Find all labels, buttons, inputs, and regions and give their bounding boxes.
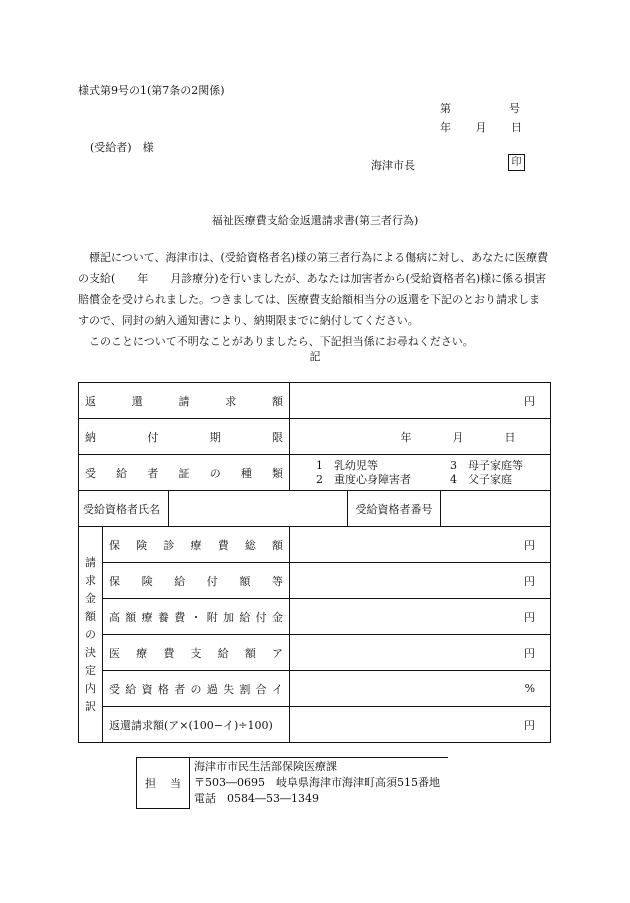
- form-id: 様式第9号の1(第7条の2関係): [78, 84, 225, 97]
- contact-department: 海津市市民生活部保険医療課: [194, 760, 337, 773]
- contact-box: [136, 757, 448, 809]
- breakdown-row-3: [79, 599, 551, 635]
- claim-table: [78, 382, 551, 743]
- cert-option-2[interactable]: 2 重度心身障害者: [316, 472, 412, 486]
- breakdown-row-6: [79, 707, 551, 743]
- cert-type-options: [290, 455, 551, 491]
- breakdown-row-4: [79, 635, 551, 671]
- cert-type-label: 受 給 者 証 の 種 類: [85, 466, 284, 480]
- mayor: 海津市長: [371, 159, 415, 172]
- deadline-row: [79, 419, 551, 455]
- refund-amount-row: [79, 383, 551, 419]
- ki-heading: 記: [309, 350, 321, 363]
- name-field[interactable]: [169, 491, 348, 527]
- deadline-field[interactable]: 年 月 日: [290, 419, 551, 455]
- go-label: 号: [509, 102, 520, 115]
- name-label: 受給資格者氏名: [79, 491, 169, 527]
- formula-label: 返還請求額(ア×(100−イ)÷100): [103, 707, 290, 743]
- recipient: (受給者) 様: [90, 141, 154, 154]
- document-number: [440, 100, 520, 116]
- contact-info: [190, 758, 449, 809]
- contact-address: 〒503―0695 岐阜県海津市海津町高須515番地: [194, 776, 440, 789]
- issue-date: [440, 119, 522, 135]
- medical-payment-label: 医 療 費 支 給 額 ア: [109, 646, 284, 660]
- dai-label: 第: [440, 102, 451, 115]
- fault-ratio-label: 受 給 資 格 者 の 過 失 割 合 イ: [109, 682, 283, 696]
- breakdown-row-5: [79, 671, 551, 707]
- insurance-total-field[interactable]: 円: [290, 527, 551, 563]
- number-field[interactable]: [441, 491, 551, 527]
- number-label: 受給資格者番号: [348, 491, 441, 527]
- insurance-benefit-field[interactable]: 円: [290, 563, 551, 599]
- deadline-label: 納 付 期 限: [85, 430, 284, 444]
- cert-option-4[interactable]: 4 父子家庭: [450, 472, 513, 486]
- cert-type-row: [79, 455, 551, 491]
- seal-stamp: 印: [508, 154, 525, 171]
- high-cost-label: 高 額 療 養 費 ・ 附 加 給 付 金: [109, 610, 283, 624]
- year-label: 年: [440, 121, 451, 134]
- insurance-benefit-label: 保 険 給 付 額 等: [109, 574, 283, 588]
- body-text: [78, 247, 550, 352]
- contact-phone: 電話 0584―53―1349: [194, 792, 319, 805]
- refund-amount-field[interactable]: 円: [290, 383, 551, 419]
- breakdown-row-1: [79, 527, 551, 563]
- body-paragraph-2: このことについて不明なことがありましたら、下記担当係にお尋ねください。: [89, 335, 474, 348]
- formula-field[interactable]: 円: [290, 707, 551, 743]
- breakdown-label: 請 求 金 額 の 決 定 内 訳: [79, 527, 103, 743]
- day-label: 日: [511, 121, 522, 134]
- body-paragraph-1: 標記について、海津市は、(受給資格者名)様の第三者行為による傷病に対し、あなたに医療費の支給( 年 月診療分)を行いましたが、あなたは加害者から(受給資格者名)様に係る損害賠償金を受けられました。つきましては、医療費支給額相当分の返還を下記のとおり請求しますので、同封の納入通知書により、納期限までに納付してください。: [78, 251, 549, 327]
- insurance-total-label: 保 険 診 療 費 総 額: [109, 538, 284, 552]
- contact-label: 担 当: [145, 776, 181, 790]
- refund-amount-label: 返 還 請 求 額: [85, 394, 283, 408]
- fault-ratio-field[interactable]: %: [290, 671, 551, 707]
- name-row: [79, 491, 551, 527]
- cert-option-1[interactable]: 1 乳幼児等: [316, 458, 379, 472]
- document-title: 福祉医療費支給金返還請求書(第三者行為): [211, 214, 419, 227]
- medical-payment-field[interactable]: 円: [290, 635, 551, 671]
- cert-option-3[interactable]: 3 母子家庭等: [450, 458, 524, 472]
- high-cost-field[interactable]: 円: [290, 599, 551, 635]
- breakdown-row-2: [79, 563, 551, 599]
- month-label: 月: [475, 121, 487, 134]
